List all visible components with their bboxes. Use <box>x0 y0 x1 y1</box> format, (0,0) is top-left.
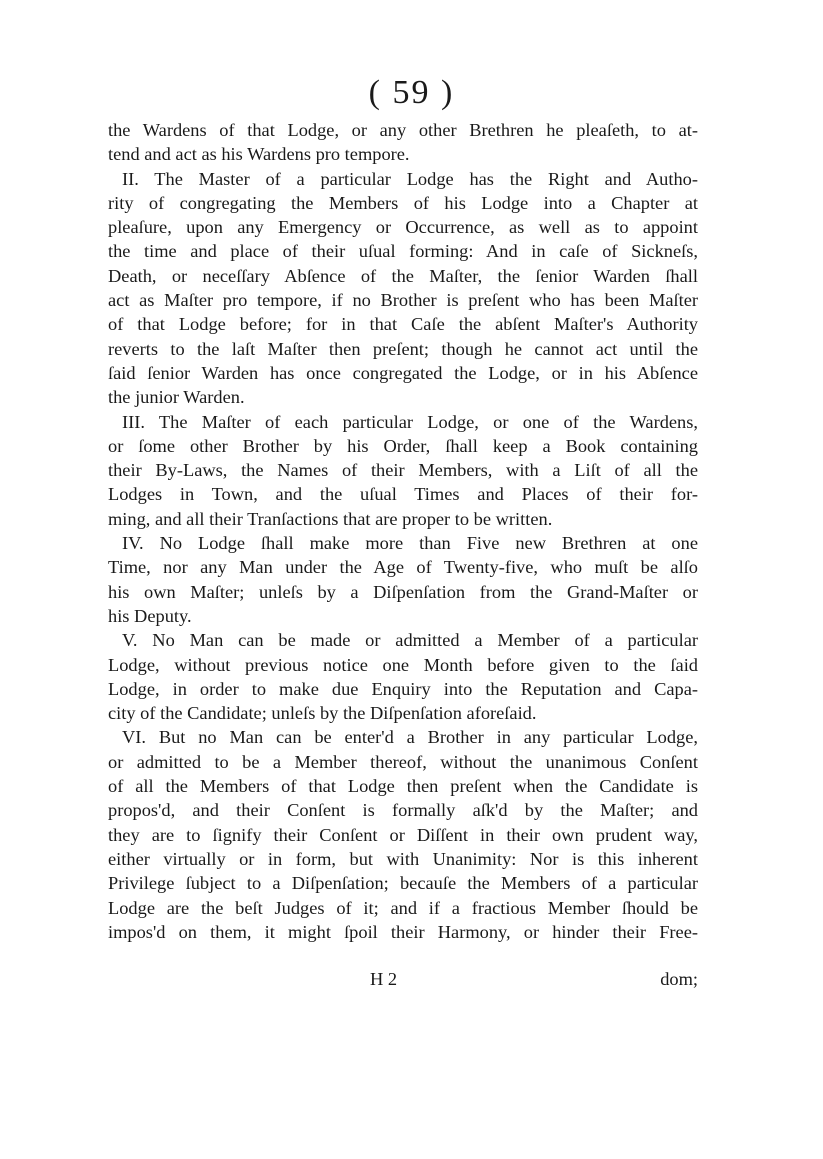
text-line: Lodge, in order to make due Enquiry into the Reputation and Capa- <box>108 678 698 699</box>
body-text <box>108 118 698 944</box>
catchword: dom; <box>660 969 698 989</box>
text-line: propos'd, and their Conſent is formally aſk'd by the Maſter; and <box>108 800 698 821</box>
text-line: his own Maſter; unleſs by a Diſpenſation from the Grand-Maſter or <box>108 581 698 602</box>
text-line: II. The Master of a particular Lodge has the Right and Autho- <box>122 168 698 189</box>
text-line: Lodge are the beſt Judges of it; and if a fractious Member ſhould be <box>108 897 698 918</box>
text-line: Lodge, without previous notice one Month before given to the ſaid <box>108 654 698 675</box>
text-line: VI. But no Man can be enter'd a Brother in any particular Lodge, <box>122 727 698 748</box>
text-line: of that Lodge before; for in that Caſe the abſent Maſter's Authority <box>108 314 698 335</box>
text-line: Lodges in Town, and the uſual Times and Places of their for- <box>108 484 698 505</box>
text-line: V. No Man can be made or admitted a Member of a particular <box>122 630 698 651</box>
page-number: ( 59 ) <box>368 74 455 111</box>
text-line: the time and place of their uſual forming: And in caſe of Sickneſs, <box>108 241 698 262</box>
text-line: III. The Maſter of each particular Lodge, or one of the Wardens, <box>122 411 698 432</box>
text-line: either virtually or in form, but with Unanimity: Nor is this inherent <box>108 848 698 869</box>
text-line: or ſome other Brother by his Order, ſhall keep a Book containing <box>108 435 698 456</box>
text-line: city of the Candidate; unleſs by the Diſpenſation aforeſaid. <box>108 703 537 724</box>
text-line: Privilege ſubject to a Diſpenſation; becauſe the Members of a particular <box>108 873 698 894</box>
text-line: his Deputy. <box>108 605 192 626</box>
text-line: rity of congregating the Members of his Lodge into a Chapter at <box>108 192 698 213</box>
text-line: or admitted to be a Member thereof, without the unanimous Conſent <box>108 751 698 772</box>
text-line: of all the Members of that Lodge then preſent when the Candidate is <box>108 776 698 797</box>
text-line: reverts to the laſt Maſter then preſent; though he cannot act until the <box>108 338 698 359</box>
text-line: pleaſure, upon any Emergency or Occurrence, as well as to appoint <box>108 217 698 238</box>
text-line: act as Maſter pro tempore, if no Brother is preſent who has been Maſter <box>108 290 698 311</box>
page-footer <box>108 967 698 991</box>
text-line: impos'd on them, it might ſpoil their Harmony, or hinder their Free- <box>108 921 698 942</box>
text-line: they are to ſignify their Conſent or Diſſent in their own prudent way, <box>108 824 698 845</box>
text-line: tend and act as his Wardens pro tempore. <box>108 144 410 165</box>
text-line: the junior Warden. <box>108 387 245 408</box>
text-line: their By-Laws, the Names of their Members, with a Liſt of all the <box>108 460 698 481</box>
text-line: Time, nor any Man under the Age of Twenty-five, who muſt be alſo <box>108 557 698 578</box>
text-line: ſaid ſenior Warden has once congregated the Lodge, or in his Abſence <box>108 362 698 383</box>
text-line: ming, and all their Tranſactions that are proper to be written. <box>108 508 553 529</box>
signature-mark: H 2 <box>370 969 398 989</box>
text-line: IV. No Lodge ſhall make more than Five new Brethren at one <box>122 533 698 554</box>
text-line: the Wardens of that Lodge, or any other Brethren he pleaſeth, to at- <box>108 120 698 140</box>
text-line: Death, or neceſſary Abſence of the Maſter, the ſenior Warden ſhall <box>108 265 698 286</box>
